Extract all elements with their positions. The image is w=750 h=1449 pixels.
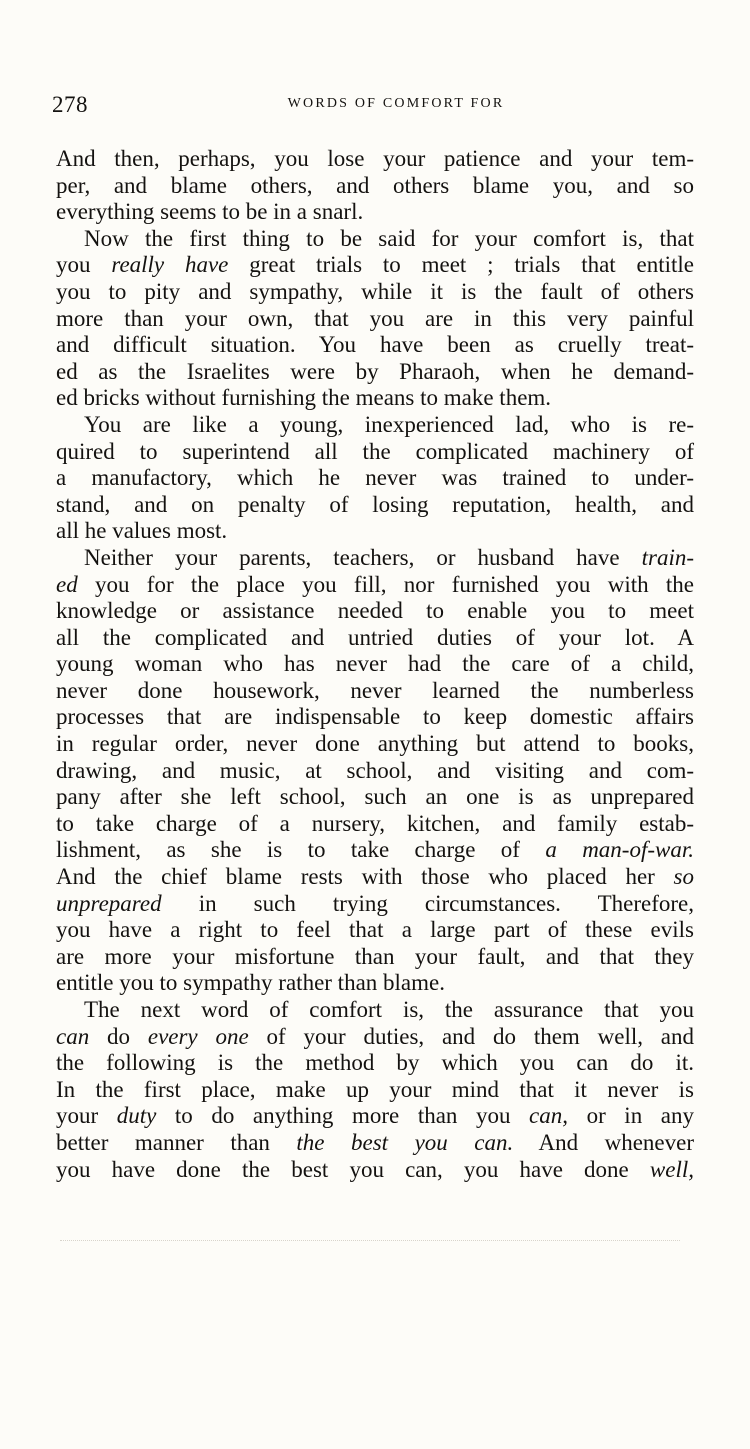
text-line	[56, 997, 694, 1024]
text-line	[56, 146, 694, 173]
text-run: you to pity and sympathy, while it is the fault of others	[56, 278, 694, 304]
text-run: you have a right to feel that a large part of these evils	[56, 917, 694, 943]
text-run: a manufactory, which he never was trained to under-	[56, 465, 694, 491]
text-line	[56, 864, 694, 891]
text-run: per, and blame others, and others blame you, and so	[56, 172, 694, 198]
text-run: the following is the method by which you can do it.	[56, 1050, 694, 1076]
text-line	[56, 518, 694, 545]
text-line	[56, 173, 694, 200]
text-run: And the chief blame rests with those who placed her	[56, 864, 674, 890]
italic-text: a man-of-war.	[545, 837, 695, 863]
text-run: drawing, and music, at school, and visiting and com-	[56, 757, 694, 783]
text-run: are more your misfortune than your fault, and that they	[56, 943, 694, 969]
text-line	[56, 226, 694, 253]
text-line	[56, 465, 694, 492]
text-line	[56, 678, 694, 705]
text-run: pany after she left school, such an one is as unprepared	[56, 784, 694, 810]
running-title: WORDS OF COMFORT FOR	[287, 96, 505, 111]
text-run: in regular order, never done anything but attend to books,	[56, 731, 694, 757]
text-run: all he values most.	[56, 518, 228, 544]
italic-text: the best you can.	[296, 1129, 514, 1155]
text-run: lishment, as she is to take charge of	[56, 837, 546, 863]
italic-text: ed	[56, 571, 78, 597]
text-run: processes that are indispensable to keep domestic affairs	[56, 704, 694, 730]
text-run: ed as the Israelites were by Pharaoh, when he demand-	[56, 358, 694, 384]
italic-text: so	[673, 864, 694, 890]
text-run: great trials to meet ; trials that entitle	[228, 252, 695, 278]
text-line	[56, 492, 694, 519]
text-line	[56, 944, 694, 971]
text-run: quired to superintend all the complicated machinery of	[56, 438, 694, 464]
text-line	[56, 625, 694, 652]
italic-text: really have	[111, 252, 229, 278]
text-line	[56, 252, 694, 279]
text-line	[56, 1130, 694, 1157]
text-run: knowledge or assistance needed to enable you to meet	[56, 598, 694, 624]
text-line	[56, 704, 694, 731]
text-run: ed bricks without furnishing the means to make them.	[56, 385, 552, 411]
text-run: never done housework, never learned the numberless	[56, 677, 694, 703]
text-run: of your duties, and do them well, and	[248, 1023, 695, 1049]
text-run: to do anything more than you	[156, 1103, 530, 1129]
text-run: everything seems to be in a snarl.	[56, 199, 364, 225]
text-run: And whenever	[513, 1129, 694, 1155]
text-line	[56, 1024, 694, 1051]
text-line	[56, 651, 694, 678]
text-run: entitle you to sympathy rather than blame.	[56, 970, 445, 996]
text-line	[56, 1157, 694, 1184]
text-run: The next word of comfort is, the assurance that you	[84, 997, 694, 1022]
italic-text: unprepared	[56, 890, 162, 916]
text-line	[56, 917, 694, 944]
text-line	[56, 1103, 694, 1130]
text-run: In the first place, make up your mind that it never is	[56, 1076, 694, 1102]
text-line	[56, 1077, 694, 1104]
text-line	[56, 784, 694, 811]
text-line	[56, 598, 694, 625]
text-run: your	[56, 1103, 117, 1129]
text-run: more than your own, that you are in this very painful	[56, 305, 694, 331]
text-run: you have done the best you can, you have done	[56, 1156, 650, 1182]
text-run: better manner than	[56, 1129, 297, 1155]
text-run: Now the first thing to be said for your comfort is, that	[84, 225, 694, 251]
text-line	[56, 758, 694, 785]
text-line	[56, 279, 694, 306]
text-line	[56, 837, 694, 864]
text-line	[56, 572, 694, 599]
text-run: And then, perhaps, you lose your patience and your tem-	[56, 146, 694, 171]
text-run: and difficult situation. You have been as cruelly treat-	[56, 332, 694, 358]
italic-text: well,	[649, 1156, 694, 1182]
text-line	[56, 545, 694, 572]
italic-text: train-	[641, 544, 694, 570]
text-run: you for the place you fill, nor furnished you with the	[77, 571, 694, 597]
text-run: or in any	[568, 1103, 694, 1129]
text-run: You are like a young, inexperienced lad, who is re-	[84, 411, 694, 437]
text-run: stand, and on penalty of losing reputation, health, and	[56, 491, 694, 517]
text-run: all the complicated and untried duties of your lot. A	[56, 624, 694, 650]
italic-text: duty	[116, 1103, 157, 1129]
text-line	[56, 199, 694, 226]
text-run: in such trying circumstances. Therefore,	[161, 890, 694, 916]
page-number: 278	[52, 92, 88, 117]
text-run: you	[56, 252, 112, 278]
text-line	[56, 891, 694, 918]
text-line	[56, 332, 694, 359]
text-line	[56, 359, 694, 386]
text-line	[56, 439, 694, 466]
body-text	[56, 146, 694, 1183]
text-line	[56, 306, 694, 333]
italic-text: can,	[529, 1103, 569, 1129]
text-line	[56, 385, 694, 412]
page-blemish	[60, 1240, 680, 1242]
italic-text: every one	[147, 1023, 249, 1049]
text-run: young woman who has never had the care of a child,	[56, 651, 694, 677]
text-line	[56, 412, 694, 439]
text-line	[56, 1050, 694, 1077]
text-run: to take charge of a nursery, kitchen, and family estab-	[56, 810, 694, 836]
text-line	[56, 731, 694, 758]
text-line	[56, 811, 694, 838]
text-run: Neither your parents, teachers, or husband have	[84, 544, 642, 570]
text-run: do	[89, 1023, 148, 1049]
italic-text: can	[56, 1023, 90, 1049]
text-line	[56, 970, 694, 997]
running-head	[52, 92, 700, 116]
